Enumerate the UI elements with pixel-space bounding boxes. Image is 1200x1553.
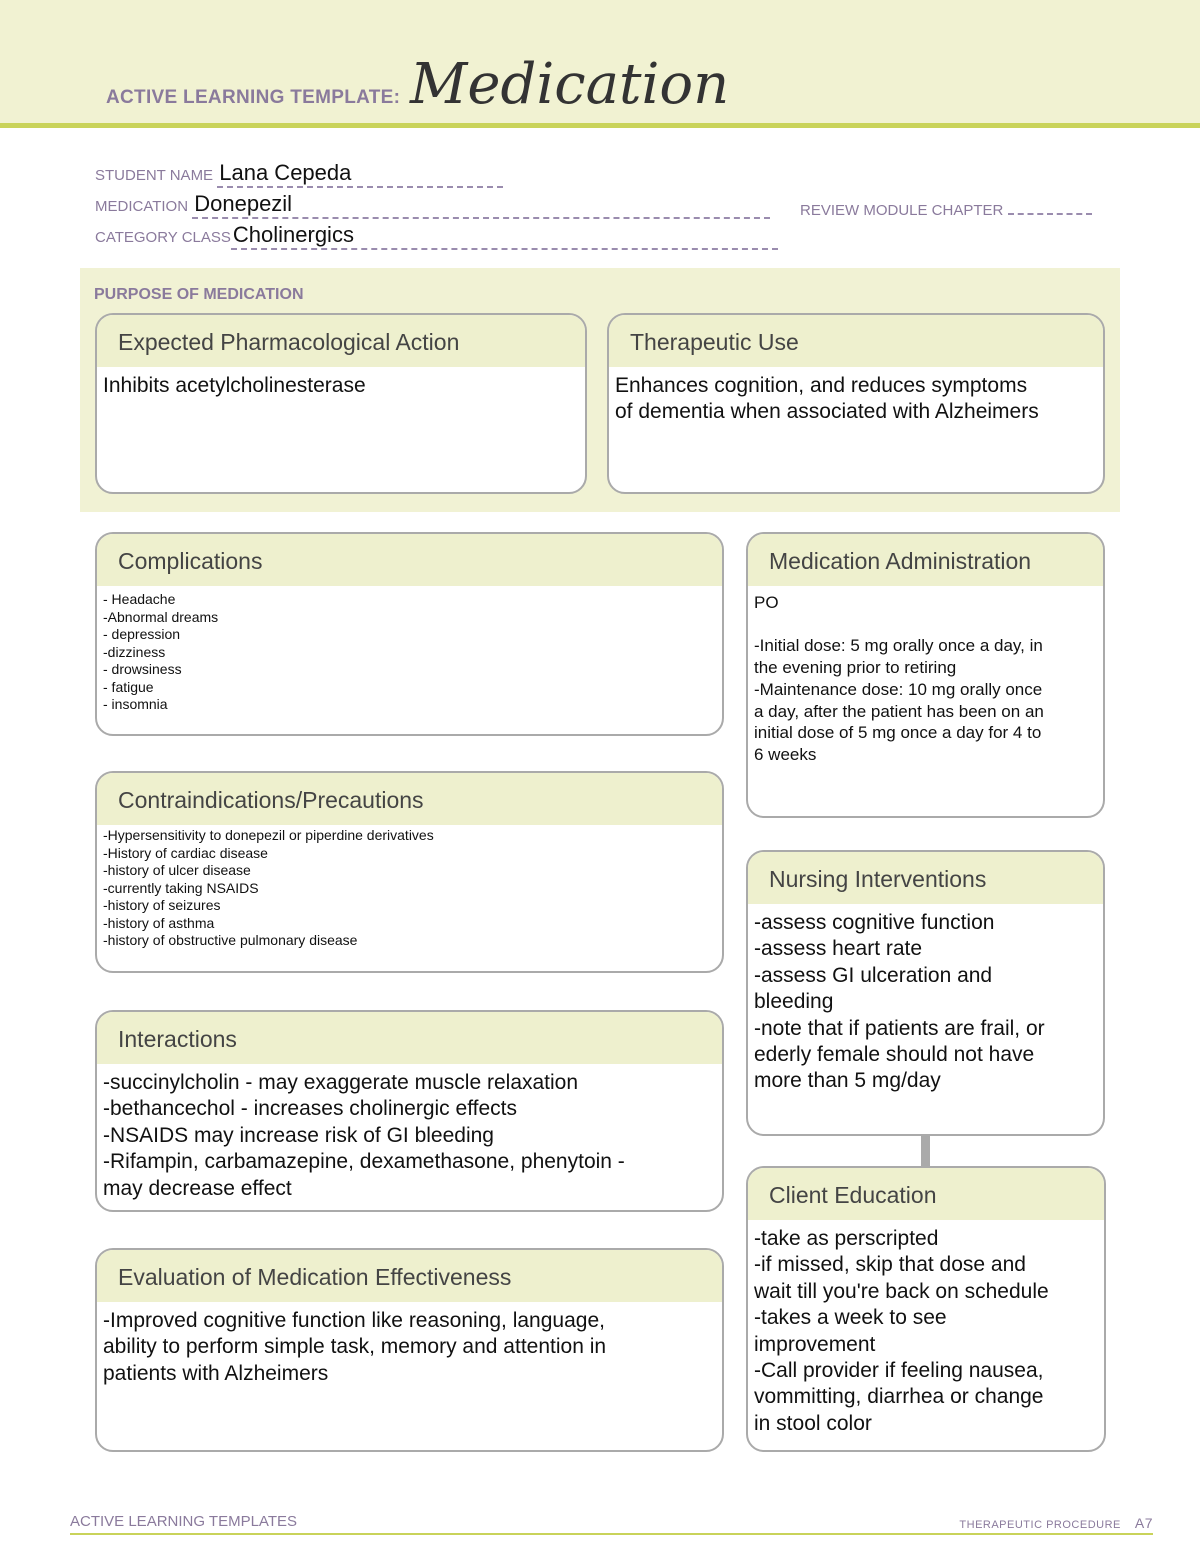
box-content[interactable]: -assess cognitive function -assess heart rate -assess GI ulceration and bleeding -note that if patients are frail, or ederly female should not have more than 5 mg/day [754, 911, 1045, 1093]
administration-box [746, 532, 1105, 818]
review-module-field[interactable] [1008, 197, 1092, 215]
review-module-label: REVIEW MODULE CHAPTER [800, 202, 1004, 219]
template-label: ACTIVE LEARNING TEMPLATE: [106, 87, 401, 108]
box-content[interactable]: Inhibits acetylcholinesterase [103, 374, 366, 397]
client-education-box [746, 1166, 1106, 1452]
connector-line [921, 1136, 930, 1166]
medication-label: MEDICATION [95, 198, 189, 215]
student-name-row [95, 160, 503, 188]
box-title: Contraindications/Precautions [97, 773, 722, 825]
evaluation-box [95, 1248, 724, 1452]
header [0, 0, 1200, 128]
box-title: Therapeutic Use [609, 315, 1103, 367]
box-content[interactable]: - Headache -Abnormal dreams - depression -dizziness - drowsiness - fatigue - insomnia [103, 591, 219, 712]
box-content[interactable]: Enhances cognition, and reduces symptoms of dementia when associated with Alzheimers [615, 374, 1039, 424]
box-title: Interactions [97, 1012, 722, 1064]
student-name-field[interactable]: Lana Cepeda [217, 160, 503, 188]
contraindications-box [95, 771, 724, 973]
footer-section: THERAPEUTIC PROCEDURE [959, 1519, 1121, 1531]
category-row [95, 222, 778, 250]
box-content[interactable]: PO -Initial dose: 5 mg orally once a day, in the evening prior to retiring -Maintenance dose: 10 mg orally once a day, after the patient has been on an initial dose of 5 mg once a day for 4 to 6 weeks [754, 593, 1044, 764]
box-content[interactable]: -Improved cognitive function like reasoning, language, ability to perform simple task, memory and attention in patients with Alzheimers [103, 1309, 607, 1385]
expected-action-box [95, 313, 587, 494]
category-label: CATEGORY CLASS [95, 229, 231, 246]
category-field[interactable]: Cholinergics [231, 222, 778, 250]
student-name-label: STUDENT NAME [95, 167, 214, 184]
box-title: Nursing Interventions [748, 852, 1103, 904]
box-title: Complications [97, 534, 722, 586]
box-content[interactable]: -Hypersensitivity to donepezil or piperdine derivatives -History of cardiac disease -history of ulcer disease -currently taking NSAIDS -history of seizures -history of asthma -history of obstructive pulmonary disease [103, 827, 434, 948]
box-title: Client Education [748, 1168, 1104, 1220]
box-title: Evaluation of Medication Effectiveness [97, 1250, 722, 1302]
medication-field[interactable]: Donepezil [192, 191, 770, 219]
box-title: Expected Pharmacological Action [97, 315, 585, 367]
footer-right [959, 1515, 1153, 1531]
footer [70, 1513, 1153, 1535]
medication-row [95, 191, 770, 219]
box-title: Medication Administration [748, 534, 1103, 586]
therapeutic-use-box [607, 313, 1105, 494]
box-content[interactable]: -succinylcholin - may exaggerate muscle relaxation -bethancechol - increases cholinergic effects -NSAIDS may increase risk of GI bleeding -Rifampin, carbamazepine, dexamethasone, phenytoin - may decrease effect [103, 1071, 625, 1200]
page-title: Medication [410, 52, 730, 117]
complications-box [95, 532, 724, 736]
footer-left: ACTIVE LEARNING TEMPLATES [70, 1513, 297, 1530]
review-module-row [800, 197, 1092, 219]
interactions-box [95, 1010, 724, 1212]
purpose-title: PURPOSE OF MEDICATION [94, 286, 304, 303]
page-number: A7 [1134, 1515, 1153, 1531]
box-content[interactable]: -take as perscripted -if missed, skip that dose and wait till you're back on schedule -takes a week to see improvement -Call provider if feeling nausea, vommitting, diarrhea or change in stool color [754, 1227, 1049, 1435]
nursing-interventions-box [746, 850, 1105, 1136]
